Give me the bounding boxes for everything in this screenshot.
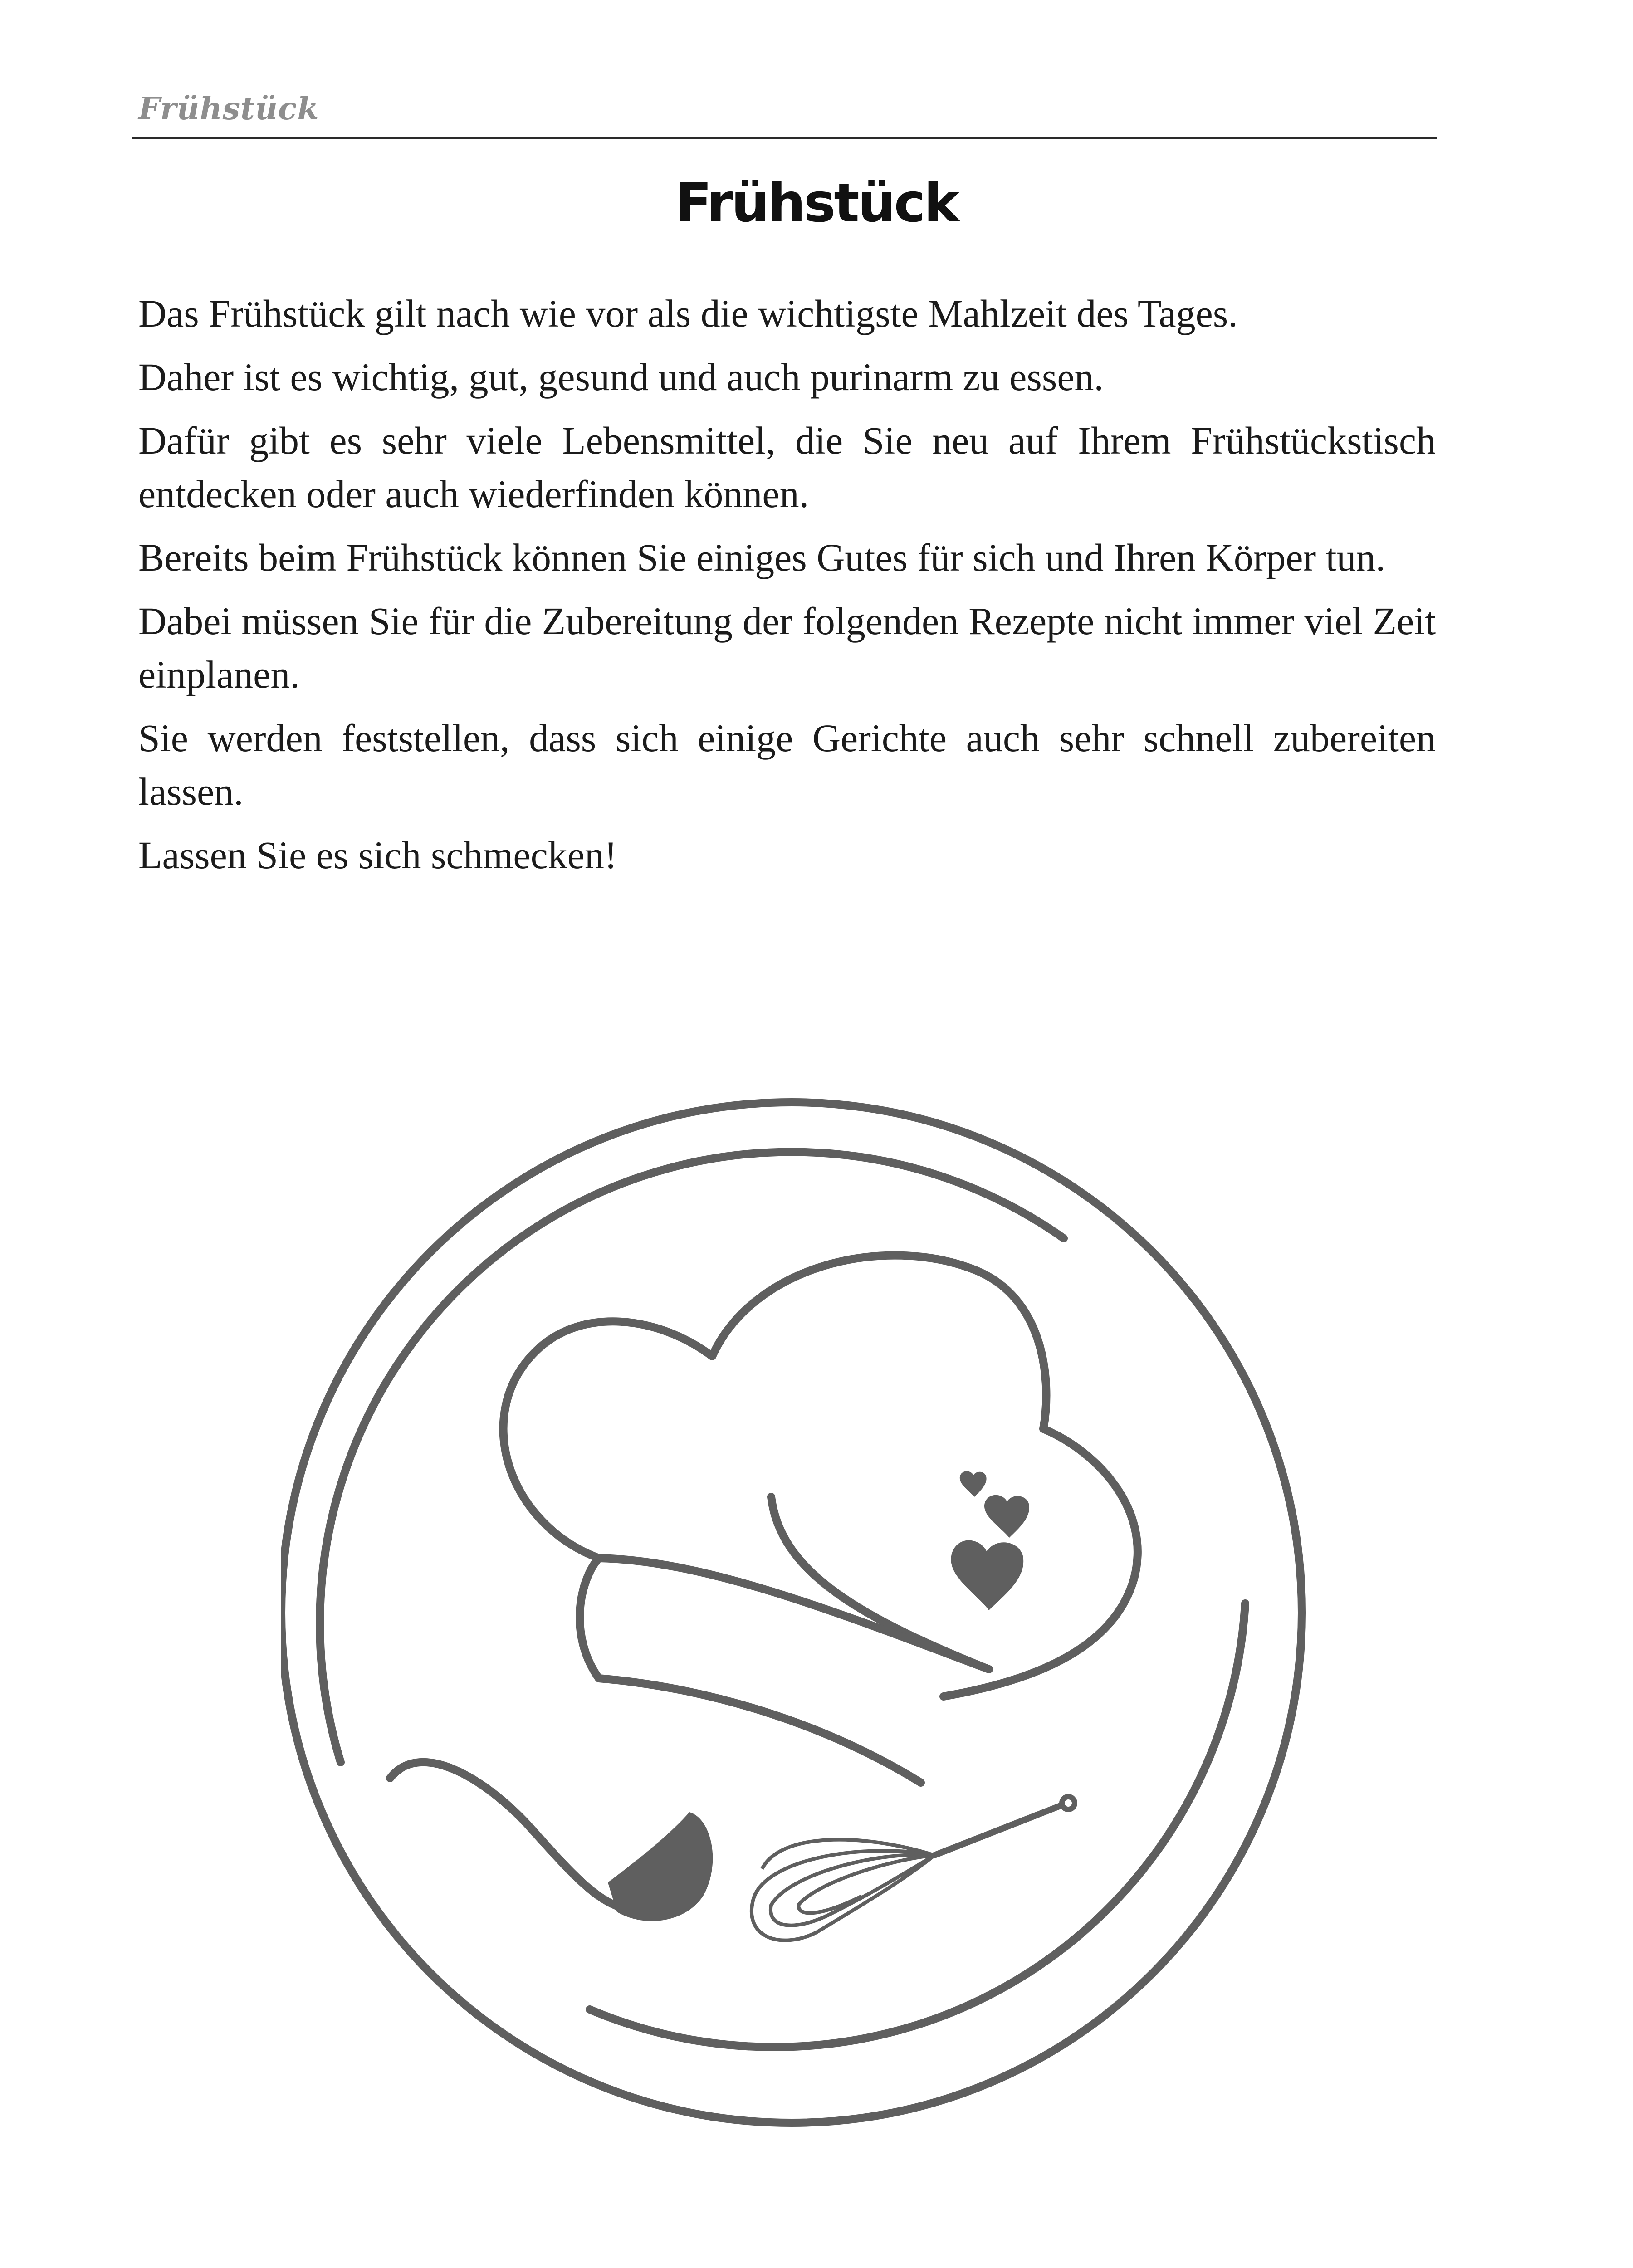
kitchen-emblem bbox=[281, 1089, 1306, 2132]
whisk-icon bbox=[752, 1840, 934, 1941]
paragraph: Daher ist es wichtig, gut, gesund und auch purinarm zu essen. bbox=[138, 355, 1104, 399]
whisk-handle-icon bbox=[934, 1805, 1061, 1855]
chef-hat-fold-icon bbox=[771, 1497, 989, 1669]
paragraph: Dabei müssen Sie für die Zubereitung der folgenden Rezepte nicht immer viel Zeit einplanen. bbox=[138, 599, 1436, 696]
paragraph: Bereits beim Frühstück können Sie einiges Gutes für sich und Ihren Körper tun. bbox=[138, 536, 1386, 579]
running-header: Frühstück bbox=[138, 91, 319, 127]
chef-hat-band-icon bbox=[580, 1558, 921, 1783]
header-rule bbox=[132, 137, 1437, 139]
paragraph: Dafür gibt es sehr viele Lebensmittel, die Sie neu auf Ihrem Frühstückstisch entdecken oder auch wiederfinden können. bbox=[138, 419, 1436, 516]
paragraph: Lassen Sie es sich schmecken! bbox=[138, 833, 617, 877]
paragraph: Das Frühstück gilt nach wie vor als die wichtigste Mahlzeit des Tages. bbox=[138, 292, 1238, 335]
chef-hat-icon bbox=[504, 1256, 1138, 1696]
whisk-handle-end-icon bbox=[1062, 1797, 1075, 1809]
chef-hat-band-top-icon bbox=[599, 1558, 989, 1669]
plate-outer-ring-icon bbox=[281, 1102, 1302, 2123]
plate-inner-arc-icon bbox=[320, 1152, 1064, 1762]
body-text bbox=[138, 287, 1436, 892]
paragraph: Sie werden feststellen, dass sich einige Gerichte auch sehr schnell zubereiten lassen. bbox=[138, 716, 1436, 813]
ladle-icon bbox=[390, 1762, 631, 1910]
heart-medium-icon bbox=[984, 1495, 1029, 1538]
heart-small-icon bbox=[960, 1471, 987, 1497]
heart-large-icon bbox=[951, 1540, 1023, 1610]
hearts-icon bbox=[951, 1471, 1029, 1610]
ladle-bowl-icon bbox=[608, 1812, 713, 1921]
page-title: Frühstück bbox=[675, 171, 958, 234]
